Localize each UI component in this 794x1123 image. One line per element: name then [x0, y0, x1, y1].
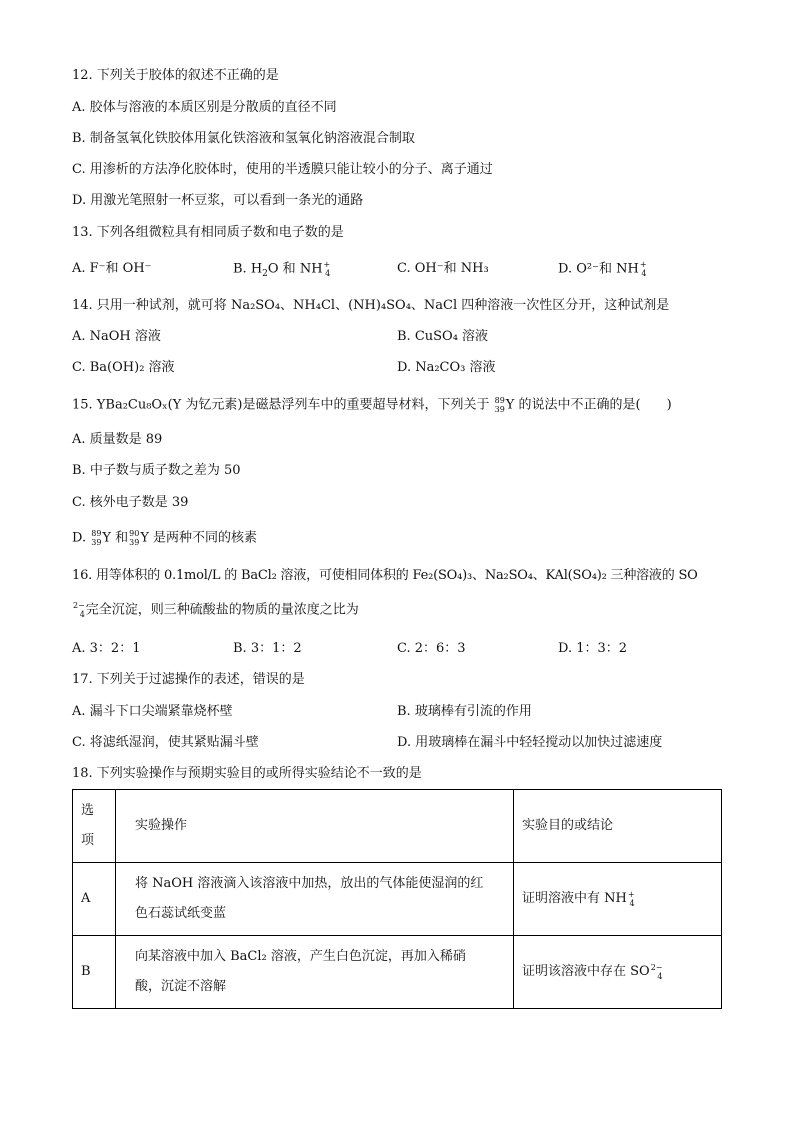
q13-b-mid: O 和 NH: [267, 261, 323, 277]
header-result-cell: 实验目的或结论: [514, 790, 722, 863]
table-header-row: [73, 790, 722, 863]
q16-option-d: D. 1：3：2: [558, 641, 628, 656]
header-option-cell: [73, 790, 116, 863]
q13-option-a: A. F⁻和 OH⁻: [72, 261, 152, 276]
q15-option-a: A. 质量数是 89: [72, 432, 163, 447]
q15-option-b: B. 中子数与质子数之差为 50: [72, 463, 241, 478]
q17-stem: 17. 下列关于过滤操作的表述，错误的是: [72, 672, 305, 687]
q18-table: [72, 789, 722, 1009]
header-option-char2: 项: [81, 833, 95, 848]
q13-stem: 13. 下列各组微粒具有相同质子数和电子数的是: [72, 225, 344, 240]
row-a-operation: [116, 863, 514, 936]
table-row: [73, 863, 722, 936]
q14-option-d: D. Na₂CO₃ 溶液: [397, 360, 496, 375]
row-a-result: [514, 863, 722, 936]
q16-stem-line1: 16. 用等体积的 0.1mol/L 的 BaCl₂ 溶液，可使相同体积的 Fe₂(SO₄)₃、Na₂SO₄、KAl(SO₄)₂ 三种溶液的 SO: [72, 568, 698, 583]
q15-nuclide-89: 89 39: [494, 396, 505, 414]
q15-stem-post: Y 的说法中不正确的是( ): [505, 397, 672, 413]
q13-option-c: C. OH⁻和 NH₃: [397, 261, 489, 276]
q17-option-b: B. 玻璃棒有引流的作用: [397, 704, 532, 719]
header-operation-cell: 实验操作: [116, 790, 514, 863]
q14-option-c: C. Ba(OH)₂ 溶液: [72, 360, 175, 375]
row-b-operation: [116, 936, 514, 1009]
q15-d-nuclide-89: 89 39: [91, 529, 102, 547]
row-a-operation-line1: 将 NaOH 溶液滴入该溶液中加热，放出的气体能使湿润的红: [135, 876, 484, 891]
row-b-operation-line1: 向某溶液中加入 BaCl₂ 溶液，产生白色沉淀，再加入稀硝: [135, 949, 466, 964]
row-b-ion: 2− 4: [650, 962, 663, 981]
q15-d-nuclide-90: 90 39: [129, 529, 140, 547]
q14-option-b: B. CuSO₄ 溶液: [397, 329, 489, 344]
q17-option-c: C. 将滤纸湿润，使其紧贴漏斗壁: [72, 735, 259, 750]
q14-option-a: A. NaOH 溶液: [72, 329, 161, 344]
row-a-option: A: [73, 863, 116, 936]
q15-option-c: C. 核外电子数是 39: [72, 495, 189, 510]
q16-option-b: B. 3：1：2: [233, 641, 302, 656]
q16-stem-line2-text: 完全沉淀，则三种硫酸盐的物质的量浓度之比为: [85, 602, 359, 618]
row-a-operation-line2: 色石蕊试纸变蓝: [135, 906, 227, 921]
q18-stem: 18. 下列实验操作与预期实验目的或所得实验结论不一致的是: [72, 766, 422, 781]
q15-stem: [72, 396, 672, 415]
q16-sulfate-charge: 2− 4: [73, 601, 85, 619]
q16-stem-line2: [72, 601, 359, 620]
header-option-char1: 选: [81, 803, 95, 818]
q13-b-ion: + 4: [323, 260, 331, 278]
q15-d-pre: D.: [72, 530, 87, 546]
q13-option-b: [233, 260, 331, 279]
row-b-operation-line2: 酸，沉淀不溶解: [135, 979, 227, 994]
q13-d-ion: + 4: [639, 260, 647, 278]
q13-d-pre: D. O²⁻和 NH: [558, 261, 639, 277]
q15-option-d: [72, 529, 257, 548]
row-a-ion: + 4: [627, 889, 635, 908]
q17-option-d: D. 用玻璃棒在漏斗中轻轻搅动以加快过滤速度: [397, 735, 663, 750]
q15-d-post: Y 是两种不同的核素: [140, 530, 258, 546]
q13-b-sub: 2: [262, 269, 268, 280]
q12-option-d: D. 用激光笔照射一杯豆浆，可以看到一条光的通路: [72, 193, 364, 208]
q12-option-a: A. 胶体与溶液的本质区别是分散质的直径不同: [72, 100, 337, 115]
row-b-result-text: 证明该溶液中存在 SO: [522, 964, 650, 979]
q13-option-d: [558, 260, 648, 279]
q12-option-c: C. 用渗析的方法净化胶体时，使用的半透膜只能让较小的分子、离子通过: [72, 162, 493, 177]
q12-stem: 12. 下列关于胶体的叙述不正确的是: [72, 68, 279, 83]
row-a-result-text: 证明溶液中有 NH: [522, 891, 627, 906]
q15-d-mid: Y 和: [102, 530, 129, 546]
q15-stem-pre: 15. YBa₂Cu₈Oₓ(Y 为钇元素)是磁悬浮列车中的重要超导材料，下列关于: [72, 397, 490, 413]
q16-option-c: C. 2：6：3: [397, 641, 466, 656]
row-b-result: [514, 936, 722, 1009]
q13-b-pre: B. H: [233, 261, 263, 277]
q14-stem: 14. 只用一种试剂，就可将 Na₂SO₄、NH₄Cl、(NH)₄SO₄、NaCl 四种溶液一次性区分开，这种试剂是: [72, 298, 670, 313]
q16-option-a: A. 3：2：1: [72, 641, 141, 656]
q12-option-b: B. 制备氢氧化铁胶体用氯化铁溶液和氢氧化钠溶液混合制取: [72, 131, 415, 146]
q17-option-a: A. 漏斗下口尖端紧靠烧杯壁: [72, 704, 233, 719]
row-b-option: B: [73, 936, 116, 1009]
table-row: [73, 936, 722, 1009]
